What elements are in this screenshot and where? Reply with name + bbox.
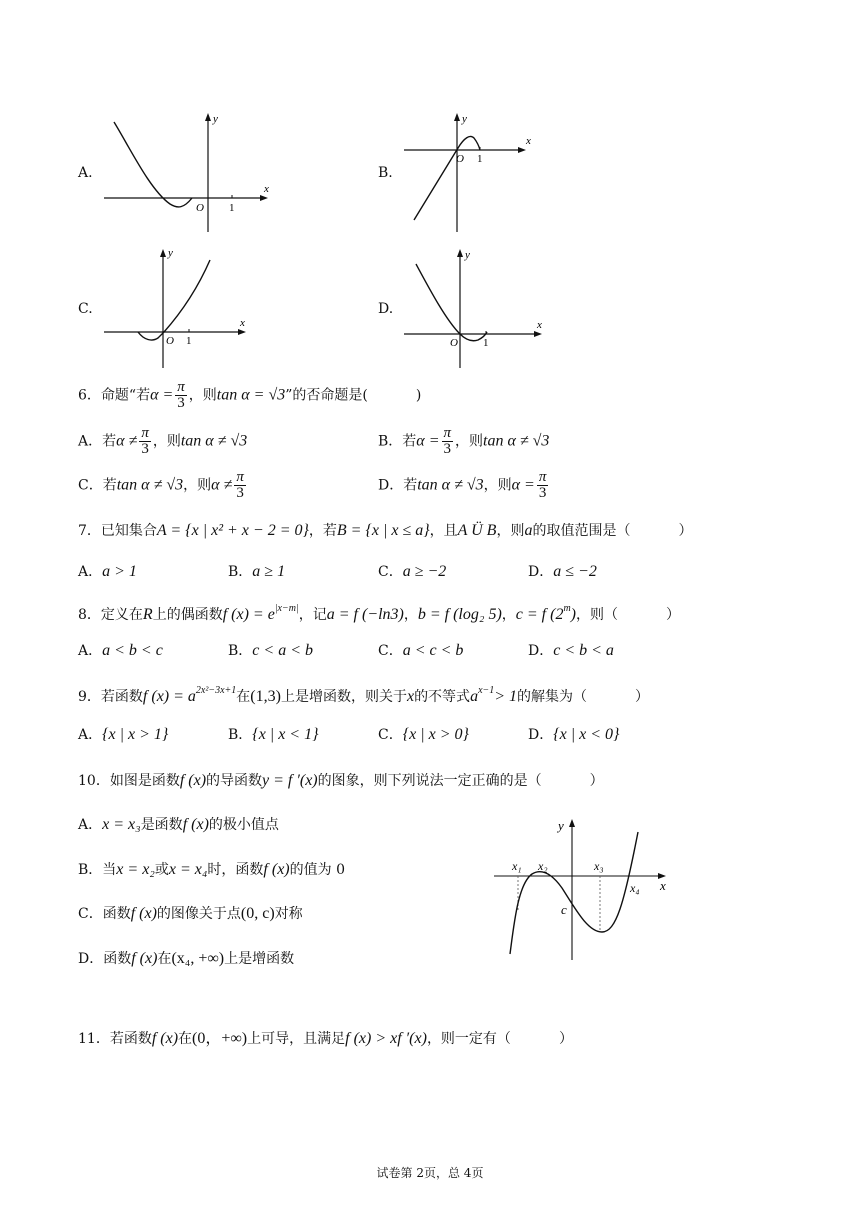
q10-graph-c: c	[561, 902, 567, 917]
q8-option-c[interactable]: C．a < c < b	[378, 642, 464, 659]
q10-option-d[interactable]: D．函数f (x)在(x₄, +∞)上是增函数	[78, 950, 295, 967]
graph-a-x-label: x	[264, 183, 269, 195]
q7-option-c[interactable]: C．a ≥ −2	[378, 563, 447, 580]
graph-c-origin: O	[166, 335, 174, 347]
page-footer: 试卷第 2页，总 4页	[376, 1166, 484, 1180]
q10-graph-x: x	[660, 878, 666, 893]
graph-c-x-label: x	[240, 317, 245, 329]
q8-stem: 8．定义在R上的偶函数f $(x) = e^{|x-m|}$，记a = f (−ln3)，b = f (log₂ 5)，c = f (2$^m$)，则（ ）	[78, 603, 680, 623]
graph-option-c-label: C.	[78, 301, 93, 317]
q7-option-d[interactable]: D．a ≤ −2	[528, 563, 597, 580]
graph-option-d-label: D.	[378, 301, 394, 317]
graph-b-x-label: x	[526, 135, 531, 147]
q8-option-a[interactable]: A．a < b < c	[78, 642, 163, 659]
graph-option-a	[100, 108, 280, 238]
q8-option-d[interactable]: D．c < b < a	[528, 642, 614, 659]
graph-a-origin: O	[196, 202, 204, 214]
q10-graph-x4: x₄	[630, 881, 640, 895]
q10-derivative-graph	[490, 814, 680, 964]
graph-a-y-label: y	[213, 113, 218, 125]
q6-option-b[interactable]: B．若α = $\frac{\pi}{3}$ ，则tan α ≠ √3	[378, 425, 550, 457]
q9-option-b[interactable]: B．{x | x < 1}	[228, 726, 319, 743]
q10-graph-x3: x₃	[594, 859, 604, 873]
q6-option-c[interactable]: C．若tan α ≠ √3，则α ≠ $\frac{\pi}{3}$	[78, 469, 244, 501]
q10-option-a[interactable]: A．x = x₃是函数f (x)的极小值点	[78, 816, 279, 833]
q7-option-a[interactable]: A．a > 1	[78, 563, 137, 580]
graph-c-one: 1	[186, 335, 192, 347]
q6-option-a[interactable]: A．若α ≠ $\frac{\pi}{3}$ ，则tan α ≠ √3	[78, 425, 248, 457]
q7-option-b[interactable]: B．a ≥ 1	[228, 563, 286, 580]
q6-stem: 6．命题“若α = $\frac{\pi}{3}$ ，则tan α = √3”的否命题是( )	[78, 379, 422, 411]
q9-option-d[interactable]: D．{x | x < 0}	[528, 726, 620, 743]
graph-d-y-label: y	[465, 249, 470, 261]
q10-graph-x2: x₂	[538, 859, 548, 873]
graph-option-d	[400, 244, 560, 374]
q7-stem: 7．已知集合A = {x | x² + x − 2 = 0}，若B = {x | x ≤ a}，且A Ü B，则a的取值范围是（ ）	[78, 522, 693, 539]
graph-d-origin: O	[450, 337, 458, 349]
q9-option-a[interactable]: A．{x | x > 1}	[78, 726, 169, 743]
graph-option-b-label: B.	[378, 165, 393, 181]
q10-stem: 10．如图是函数f (x)的导函数y = f ′(x)的图象，则下列说法一定正确的是（ ）	[78, 772, 604, 789]
q10-option-c[interactable]: C．函数f (x)的图像关于点(0, c)对称	[78, 905, 303, 922]
graph-b-origin: O	[456, 153, 464, 165]
q9-option-c[interactable]: C．{x | x > 0}	[378, 726, 469, 743]
q10-option-b[interactable]: B．当x = x₂或x = x₄时，函数f (x)的值为 0	[78, 861, 345, 878]
graph-option-b	[400, 108, 540, 238]
q11-stem: 11．若函数f (x)在(0，+∞)上可导，且满足f (x) > xf ′(x)，则一定有（ ）	[78, 1030, 573, 1047]
q6-option-d[interactable]: D．若tan α ≠ √3，则α = $\frac{\pi}{3}$	[378, 469, 547, 501]
graph-option-c	[100, 244, 260, 374]
q9-stem: 9．若函数f $(x) = a^{2x^2-3x+1}$在(1,3)上是增函数，则关于x的不等式$a^{x-1}> 1$的解集为（ ）	[78, 685, 650, 705]
graph-b-one: 1	[477, 153, 483, 165]
graph-c-y-label: y	[168, 247, 173, 259]
graph-d-x-label: x	[537, 319, 542, 331]
q10-graph-x1: x₁	[512, 859, 522, 873]
q8-option-b[interactable]: B．c < a < b	[228, 642, 313, 659]
graph-b-y-label: y	[462, 113, 467, 125]
q10-graph-y: y	[558, 818, 564, 833]
pi-over-3: $\frac{\pi}{3}$	[177, 379, 185, 411]
graph-a-one: 1	[229, 202, 235, 214]
graph-d-one: 1	[483, 337, 489, 349]
graph-option-a-label: A.	[78, 165, 93, 181]
